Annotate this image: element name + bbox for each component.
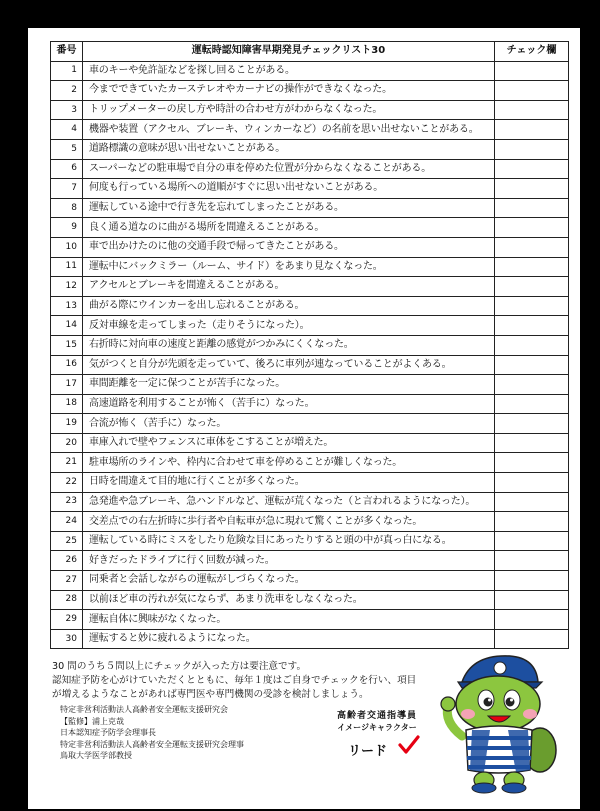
- row-number: 11: [51, 257, 83, 277]
- row-check-cell[interactable]: [495, 81, 569, 101]
- row-number: 18: [51, 394, 83, 414]
- row-number: 6: [51, 159, 83, 179]
- credits-line: 特定非営利活動法人高齢者安全運転支援研究会: [60, 705, 228, 714]
- frog-mascot-icon: [432, 648, 562, 798]
- row-item-text: 車で出かけたのに他の交通手段で帰ってきたことがある。: [83, 237, 495, 257]
- mascot-caption-subtitle: イメージキャラクター: [337, 723, 417, 732]
- row-number: 10: [51, 237, 83, 257]
- row-check-cell[interactable]: [495, 139, 569, 159]
- row-check-cell[interactable]: [495, 375, 569, 395]
- table-row: [51, 198, 569, 218]
- row-item-text: 急発進や急ブレーキ、急ハンドルなど、運転が荒くなった（と言われるようになった）。: [83, 492, 495, 512]
- row-check-cell[interactable]: [495, 179, 569, 199]
- row-item-text: トリップメーターの戻し方や時計の合わせ方がわからなくなった。: [83, 100, 495, 120]
- row-number: 29: [51, 610, 83, 630]
- row-item-text: 運転中にバックミラー（ルーム、サイド）をあまり見なくなった。: [83, 257, 495, 277]
- row-item-text: 以前ほど車の汚れが気にならず、あまり洗車をしなくなった。: [83, 590, 495, 610]
- row-check-cell[interactable]: [495, 198, 569, 218]
- table-row: [51, 551, 569, 571]
- table-row: [51, 531, 569, 551]
- row-number: 22: [51, 473, 83, 493]
- row-check-cell[interactable]: [495, 453, 569, 473]
- table-row: [51, 414, 569, 434]
- row-check-cell[interactable]: [495, 512, 569, 532]
- row-item-text: 機器や装置（アクセル、ブレーキ、ウィンカーなど）の名前を思い出せないことがある。: [83, 120, 495, 140]
- table-header-row: [51, 42, 569, 62]
- credits-line: 【監修】浦上克哉: [60, 716, 124, 726]
- row-check-cell[interactable]: [495, 571, 569, 591]
- row-check-cell[interactable]: [495, 355, 569, 375]
- row-check-cell[interactable]: [495, 257, 569, 277]
- row-number: 21: [51, 453, 83, 473]
- row-check-cell[interactable]: [495, 394, 569, 414]
- row-number: 3: [51, 100, 83, 120]
- row-item-text: 駐車場所のラインや、枠内に合わせて車を停めることが難しくなった。: [83, 453, 495, 473]
- row-check-cell[interactable]: [495, 629, 569, 649]
- row-item-text: 運転している時にミスをしたり危険な目にあったりすると頭の中が真っ白になる。: [83, 531, 495, 551]
- row-check-cell[interactable]: [495, 120, 569, 140]
- row-number: 13: [51, 296, 83, 316]
- row-number: 28: [51, 590, 83, 610]
- row-item-text: アクセルとブレーキを間違えることがある。: [83, 277, 495, 297]
- table-row: [51, 610, 569, 630]
- table-row: [51, 394, 569, 414]
- row-number: 8: [51, 198, 83, 218]
- table-row: [51, 139, 569, 159]
- table-row: [51, 355, 569, 375]
- row-number: 5: [51, 139, 83, 159]
- row-check-cell[interactable]: [495, 61, 569, 81]
- row-number: 19: [51, 414, 83, 434]
- notes-line: 認知症予防を心がけていただくとともに、毎年１度はご自身でチェックを行い、項目: [52, 675, 417, 686]
- mascot-caption: [322, 710, 432, 734]
- row-number: 24: [51, 512, 83, 532]
- table-row: [51, 100, 569, 120]
- row-number: 23: [51, 492, 83, 512]
- mascot-caption-title: 高齢者交通指導員: [336, 711, 417, 721]
- row-number: 9: [51, 218, 83, 238]
- row-number: 17: [51, 375, 83, 395]
- check-mark-icon: [398, 734, 420, 756]
- table-row: [51, 473, 569, 493]
- row-check-cell[interactable]: [495, 218, 569, 238]
- row-item-text: 交差点での右左折時に歩行者や自転車が急に現れて驚くことが多くなった。: [83, 512, 495, 532]
- row-check-cell[interactable]: [495, 316, 569, 336]
- row-check-cell[interactable]: [495, 531, 569, 551]
- row-number: 14: [51, 316, 83, 336]
- notes-block: [52, 660, 432, 702]
- table-row: [51, 571, 569, 591]
- checklist-sheet: [28, 28, 580, 809]
- row-item-text: 車間距離を一定に保つことが苦手になった。: [83, 375, 495, 395]
- row-check-cell[interactable]: [495, 277, 569, 297]
- row-check-cell[interactable]: [495, 610, 569, 630]
- row-item-text: 反対車線を走ってしまった（走りそうになった）。: [83, 316, 495, 336]
- row-item-text: 合流が怖く（苦手に）なった。: [83, 414, 495, 434]
- row-number: 2: [51, 81, 83, 101]
- checklist-table: [50, 41, 569, 649]
- row-number: 16: [51, 355, 83, 375]
- row-number: 25: [51, 531, 83, 551]
- row-check-cell[interactable]: [495, 296, 569, 316]
- table-row: [51, 179, 569, 199]
- row-check-cell[interactable]: [495, 237, 569, 257]
- row-number: 12: [51, 277, 83, 297]
- row-item-text: 運転自体に興味がなくなった。: [83, 610, 495, 630]
- table-row: [51, 316, 569, 336]
- row-item-text: 運転している途中で行き先を忘れてしまったことがある。: [83, 198, 495, 218]
- row-item-text: 右折時に対向車の速度と距離の感覚がつかみにくくなった。: [83, 335, 495, 355]
- table-row: [51, 492, 569, 512]
- table-row: [51, 629, 569, 649]
- credits-line: 鳥取大学医学部教授: [60, 751, 132, 761]
- table-row: [51, 218, 569, 238]
- row-item-text: 気がつくと自分が先頭を走っていて、後ろに車列が連なっていることがよくある。: [83, 355, 495, 375]
- table-row: [51, 335, 569, 355]
- row-number: 4: [51, 120, 83, 140]
- row-check-cell[interactable]: [495, 492, 569, 512]
- row-item-text: 日時を間違えて目的地に行くことが多くなった。: [83, 473, 495, 493]
- row-item-text: 高速道路を利用することが怖く（苦手に）なった。: [83, 394, 495, 414]
- row-item-text: 車のキーや免許証などを探し回ることがある。: [83, 61, 495, 81]
- row-number: 7: [51, 179, 83, 199]
- header-check: チェック欄: [495, 42, 569, 62]
- checklist-rows: [51, 61, 569, 649]
- row-item-text: 道路標識の意味が思い出せないことがある。: [83, 139, 495, 159]
- table-row: [51, 257, 569, 277]
- table-row: [51, 512, 569, 532]
- row-number: 20: [51, 433, 83, 453]
- row-check-cell[interactable]: [495, 100, 569, 120]
- row-check-cell[interactable]: [495, 590, 569, 610]
- row-number: 1: [51, 61, 83, 81]
- table-row: [51, 81, 569, 101]
- credits-line: 特定非営利活動法人高齢者安全運転支援研究会理事: [60, 739, 244, 749]
- table-row: [51, 237, 569, 257]
- row-check-cell[interactable]: [495, 335, 569, 355]
- table-row: [51, 433, 569, 453]
- mascot-name: リード: [348, 744, 388, 759]
- row-number: 15: [51, 335, 83, 355]
- row-item-text: 車庫入れで壁やフェンスに車体をこすることが増えた。: [83, 433, 495, 453]
- table-row: [51, 120, 569, 140]
- row-check-cell[interactable]: [495, 414, 569, 434]
- notes-line: が増えるようなことがあれば専門医や専門機関の受診を検討しましょう。: [52, 689, 369, 700]
- row-item-text: 今までできていたカーステレオやカーナビの操作ができなくなった。: [83, 81, 495, 101]
- header-title: 運転時認知障害早期発見チェックリスト30: [83, 42, 495, 62]
- row-number: 26: [51, 551, 83, 571]
- row-number: 30: [51, 629, 83, 649]
- row-number: 27: [51, 571, 83, 591]
- credits-line: 日本認知症予防学会理事長: [60, 728, 156, 738]
- row-check-cell[interactable]: [495, 159, 569, 179]
- table-row: [51, 375, 569, 395]
- table-row: [51, 61, 569, 81]
- row-check-cell[interactable]: [495, 551, 569, 571]
- row-item-text: 運転すると妙に疲れるようになった。: [83, 629, 495, 649]
- row-check-cell[interactable]: [495, 473, 569, 493]
- notes-line: 30 問のうち５問以上にチェックが入った方は要注意です。: [52, 661, 307, 672]
- row-item-text: 曲がる際にウインカーを出し忘れることがある。: [83, 296, 495, 316]
- row-item-text: 何度も行っている場所への道順がすぐに思い出せないことがある。: [83, 179, 495, 199]
- row-item-text: 良く通る道なのに曲がる場所を間違えることがある。: [83, 218, 495, 238]
- table-row: [51, 277, 569, 297]
- table-row: [51, 590, 569, 610]
- header-number: 番号: [51, 42, 83, 62]
- table-row: [51, 453, 569, 473]
- row-item-text: 好きだったドライブに行く回数が減った。: [83, 551, 495, 571]
- row-item-text: スーパーなどの駐車場で自分の車を停めた位置が分からなくなることがある。: [83, 159, 495, 179]
- row-item-text: 同乗者と会話しながらの運転がしづらくなった。: [83, 571, 495, 591]
- row-check-cell[interactable]: [495, 433, 569, 453]
- table-row: [51, 159, 569, 179]
- table-row: [51, 296, 569, 316]
